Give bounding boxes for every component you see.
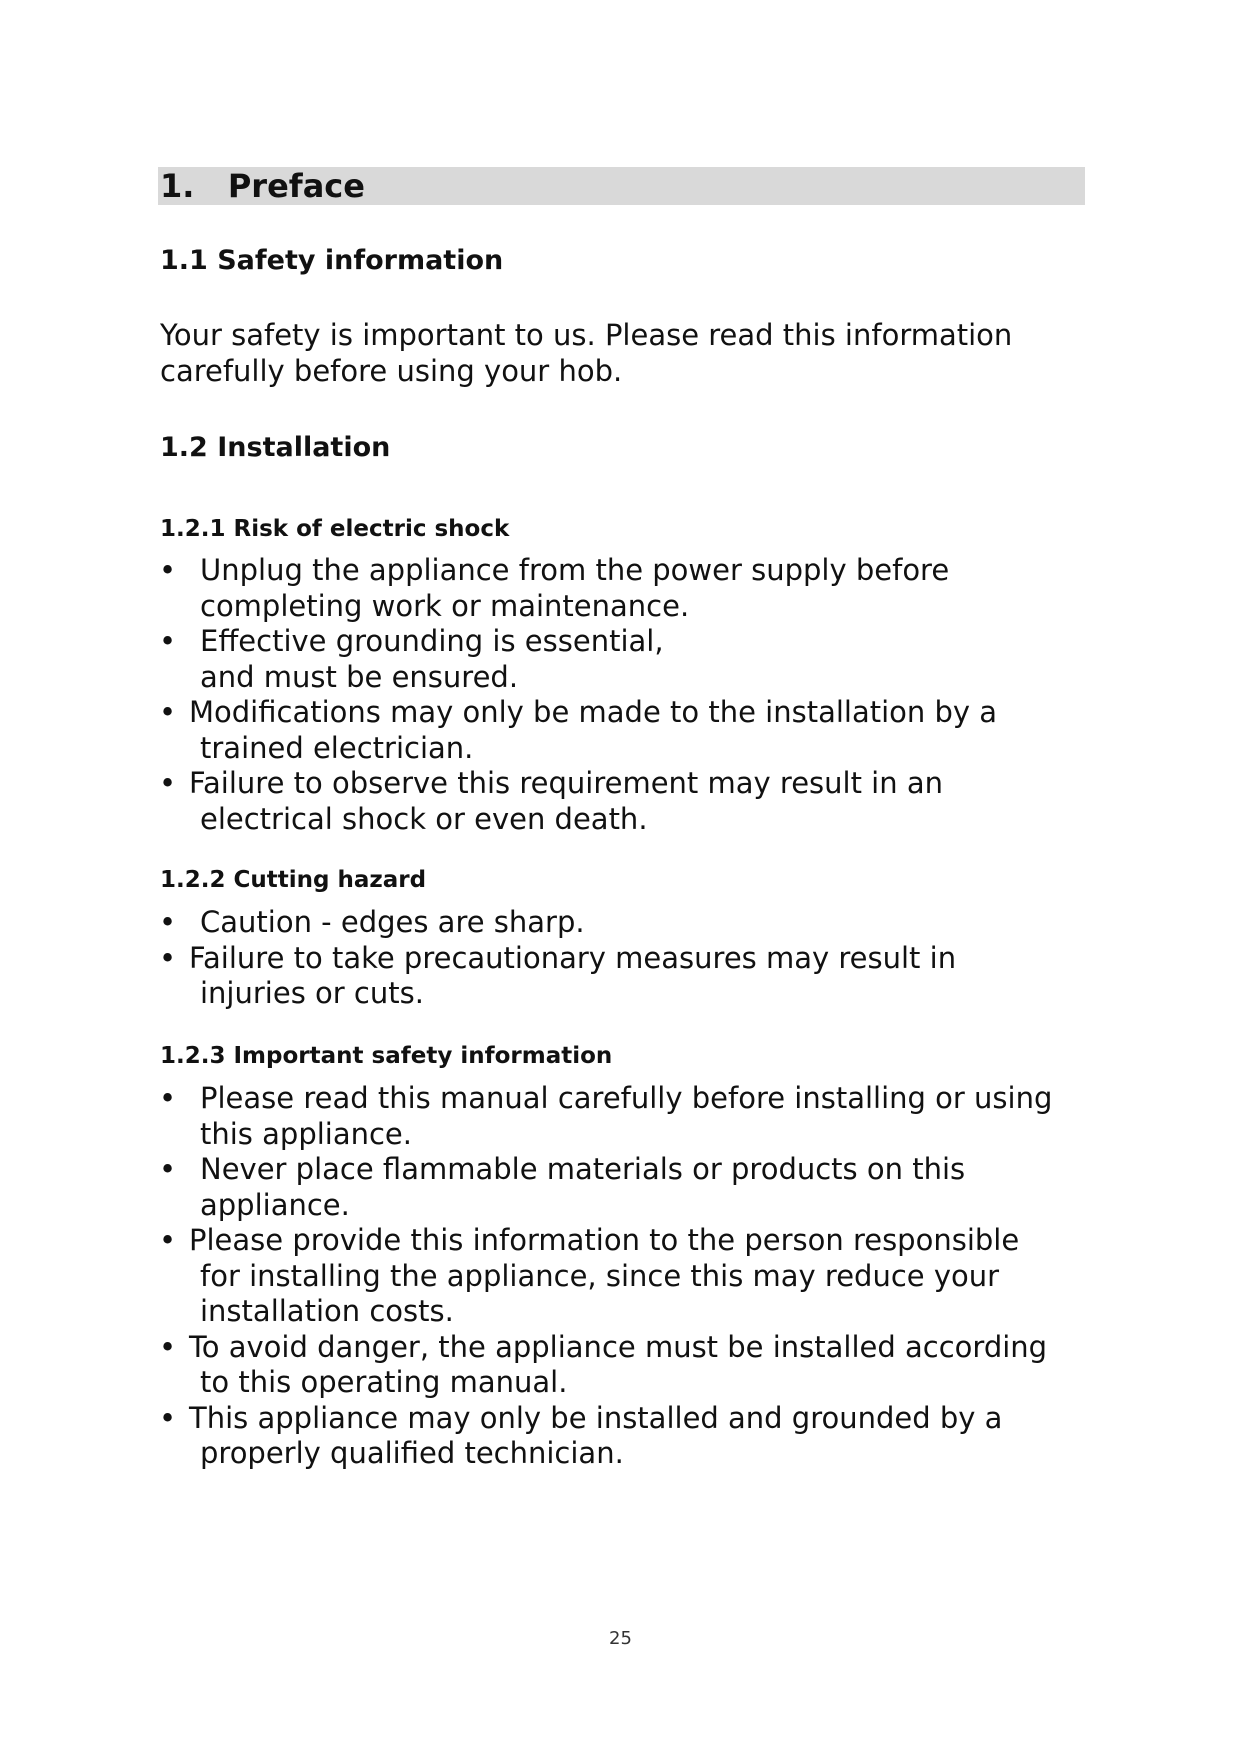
list-item <box>0 1223 1100 1330</box>
list-item <box>0 624 1100 695</box>
list-item-line: installation costs. <box>200 1294 454 1328</box>
list-item-line: injuries or cuts. <box>200 976 424 1010</box>
list-item-line: This appliance may only be installed and grounded by a <box>189 1400 1003 1435</box>
bullet: • <box>159 624 177 658</box>
list-item-line: Failure to observe this requirement may result in an <box>189 766 943 800</box>
subsection-heading-electric-shock: 1.2.1 Risk of electric shock <box>160 516 510 542</box>
safety-paragraph <box>160 318 1080 389</box>
list-item-line: properly qualified technician. <box>200 1436 624 1470</box>
list-item-line: completing work or maintenance. <box>200 588 690 623</box>
subsection-heading-important: 1.2.3 Important safety information <box>160 1043 613 1069</box>
section-heading-installation: 1.2 Installation <box>160 432 391 463</box>
list-item-line: electrical shock or even death. <box>200 801 648 836</box>
list-item <box>0 1330 1100 1401</box>
subsection-heading-cutting: 1.2.2 Cutting hazard <box>160 867 427 893</box>
list-item <box>0 553 1100 624</box>
list-item <box>0 1081 1100 1152</box>
list-item-line: for installing the appliance, since this may reduce your <box>200 1258 1000 1293</box>
list-item-line: Modifications may only be made to the installation by a <box>189 695 998 729</box>
list-item-line: Caution - edges are sharp. <box>200 905 585 939</box>
list-item <box>0 1401 1100 1472</box>
list-item-line: Never place flammable materials or products on this <box>200 1152 966 1186</box>
list-item <box>0 695 1100 766</box>
list-item-line: To avoid danger, the appliance must be installed according <box>189 1329 1048 1364</box>
bullet: • <box>159 766 177 800</box>
bullet: • <box>159 695 177 729</box>
list-item <box>0 766 1100 837</box>
list-item-line: and must be ensured. <box>200 659 519 694</box>
bullet: • <box>159 1223 177 1257</box>
list-item <box>0 941 1100 1012</box>
bullet: • <box>159 1152 177 1186</box>
list-item-line: Unplug the appliance from the power supply before <box>200 553 950 587</box>
list-item <box>0 1152 1100 1223</box>
bullet: • <box>159 1081 177 1115</box>
page-number: 25 <box>609 1628 632 1649</box>
bullet: • <box>159 1400 177 1435</box>
bullet: • <box>159 553 177 587</box>
bullet: • <box>159 1329 177 1364</box>
cutting-list <box>0 905 1100 1012</box>
list-item-line: Failure to take precautionary measures may result in <box>189 940 957 975</box>
chapter-title: 1. Preface <box>160 167 365 205</box>
list-item-line: Please read this manual carefully before installing or using <box>200 1081 1053 1115</box>
list-item-line: Effective grounding is essential, <box>200 624 664 658</box>
section-heading-safety: 1.1 Safety information <box>160 245 504 276</box>
bullet: • <box>159 905 177 939</box>
list-item-line: appliance. <box>200 1187 350 1222</box>
list-item-line: trained electrician. <box>200 730 474 765</box>
list-item-line: to this operating manual. <box>200 1365 568 1399</box>
list-item-line: this appliance. <box>200 1116 412 1151</box>
bullet: • <box>159 940 177 975</box>
list-item-line: Please provide this information to the person responsible <box>189 1223 1020 1257</box>
paragraph-line: carefully before using your hob. <box>160 353 623 388</box>
paragraph-line: Your safety is important to us. Please read this information <box>160 318 1013 352</box>
electric-shock-list <box>0 553 1100 837</box>
important-safety-list <box>0 1081 1100 1472</box>
list-item <box>0 905 1100 941</box>
